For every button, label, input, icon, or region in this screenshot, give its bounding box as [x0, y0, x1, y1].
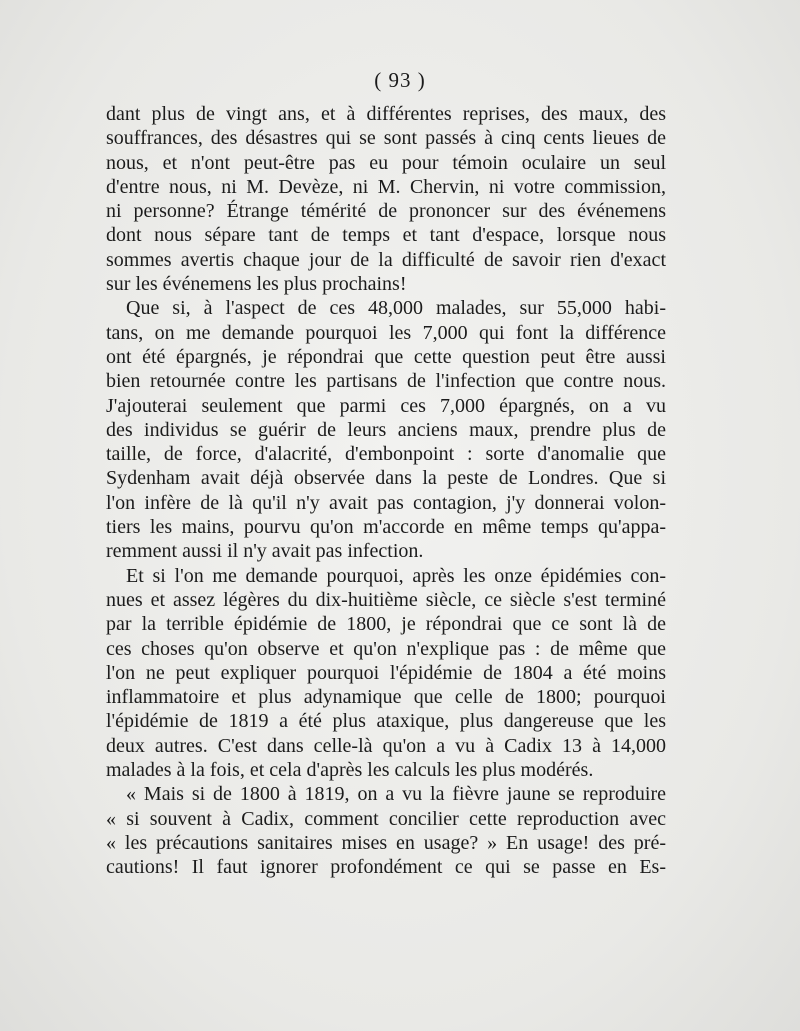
text-line: Sydenham avait déjà observée dans la peste de Londres. Que si: [106, 467, 666, 490]
text-line: l'épidémie de 1819 a été plus ataxique, plus dangereuse que les: [106, 710, 666, 733]
text-line: des individus se guérir de leurs anciens maux, prendre plus de: [106, 418, 666, 441]
text-line: sommes avertis chaque jour de la difficulté de savoir rien d'exact: [106, 248, 666, 271]
text-line: « si souvent à Cadix, comment concilier cette reproduction avec: [106, 807, 666, 830]
text-line: ni personne? Étrange témérité de prononcer sur des événemens: [106, 200, 666, 223]
text-line: malades à la fois, et cela d'après les calculs les plus modérés.: [106, 759, 594, 782]
text-line: taille, de force, d'alacrité, d'embonpoint : sorte d'anomalie que: [106, 443, 666, 466]
text-line: nous, et n'ont peut-être pas eu pour témoin oculaire un seul: [106, 151, 666, 174]
text-line: ont été épargnés, je répondrai que cette question peut être aussi: [106, 345, 666, 368]
text-line: d'entre nous, ni M. Devèze, ni M. Chervin, ni votre commission,: [106, 175, 666, 198]
text-line: J'ajouterai seulement que parmi ces 7,000 épargnés, on a vu: [106, 394, 666, 417]
page-number: ( 93 ): [374, 68, 426, 92]
text-line: Et si l'on me demande pourquoi, après les onze épidémies con-: [126, 564, 666, 587]
text-line: tiers les mains, pourvu qu'on m'accorde en même temps qu'appa-: [106, 516, 666, 539]
text-line: bien retournée contre les partisans de l'infection que contre nous.: [106, 370, 666, 393]
text-line: Que si, à l'aspect de ces 48,000 malades, sur 55,000 habi-: [126, 297, 666, 320]
text-line: par la terrible épidémie de 1800, je répondrai que ce sont là de: [106, 613, 666, 636]
text-line: deux autres. C'est dans celle-là qu'on a vu à Cadix 13 à 14,000: [106, 734, 666, 757]
text-line: dant plus de vingt ans, et à différentes reprises, des maux, des: [106, 103, 666, 125]
text-line: l'on ne peut expliquer pourquoi l'épidémie de 1804 a été moins: [106, 661, 666, 684]
text-line: « Mais si de 1800 à 1819, on a vu la fièvre jaune se reproduire: [126, 783, 666, 806]
text-line: tans, on me demande pourquoi les 7,000 qui font la différence: [106, 321, 666, 344]
text-line: remment aussi il n'y avait pas infection.: [106, 540, 424, 563]
text-line: ces choses qu'on observe et qu'on n'explique pas : de même que: [106, 637, 666, 660]
text-line: dont nous sépare tant de temps et tant d'espace, lorsque nous: [106, 224, 666, 247]
text-line: « les précautions sanitaires mises en usage? » En usage! des pré-: [106, 831, 666, 854]
text-line: nues et assez légères du dix-huitième siècle, ce siècle s'est terminé: [106, 588, 666, 611]
text-line: l'on infère de là qu'il n'y avait pas contagion, j'y donnerai volon-: [106, 491, 666, 514]
text-line: souffrances, des désastres qui se sont passés à cinq cents lieues de: [106, 127, 666, 150]
text-line: sur les événemens les plus prochains!: [106, 273, 407, 296]
body-text: [106, 102, 666, 880]
text-line: inflammatoire et plus adynamique que celle de 1800; pourquoi: [106, 686, 666, 709]
text-line: cautions! Il faut ignorer profondément ce qui se passe en Es-: [106, 856, 666, 879]
